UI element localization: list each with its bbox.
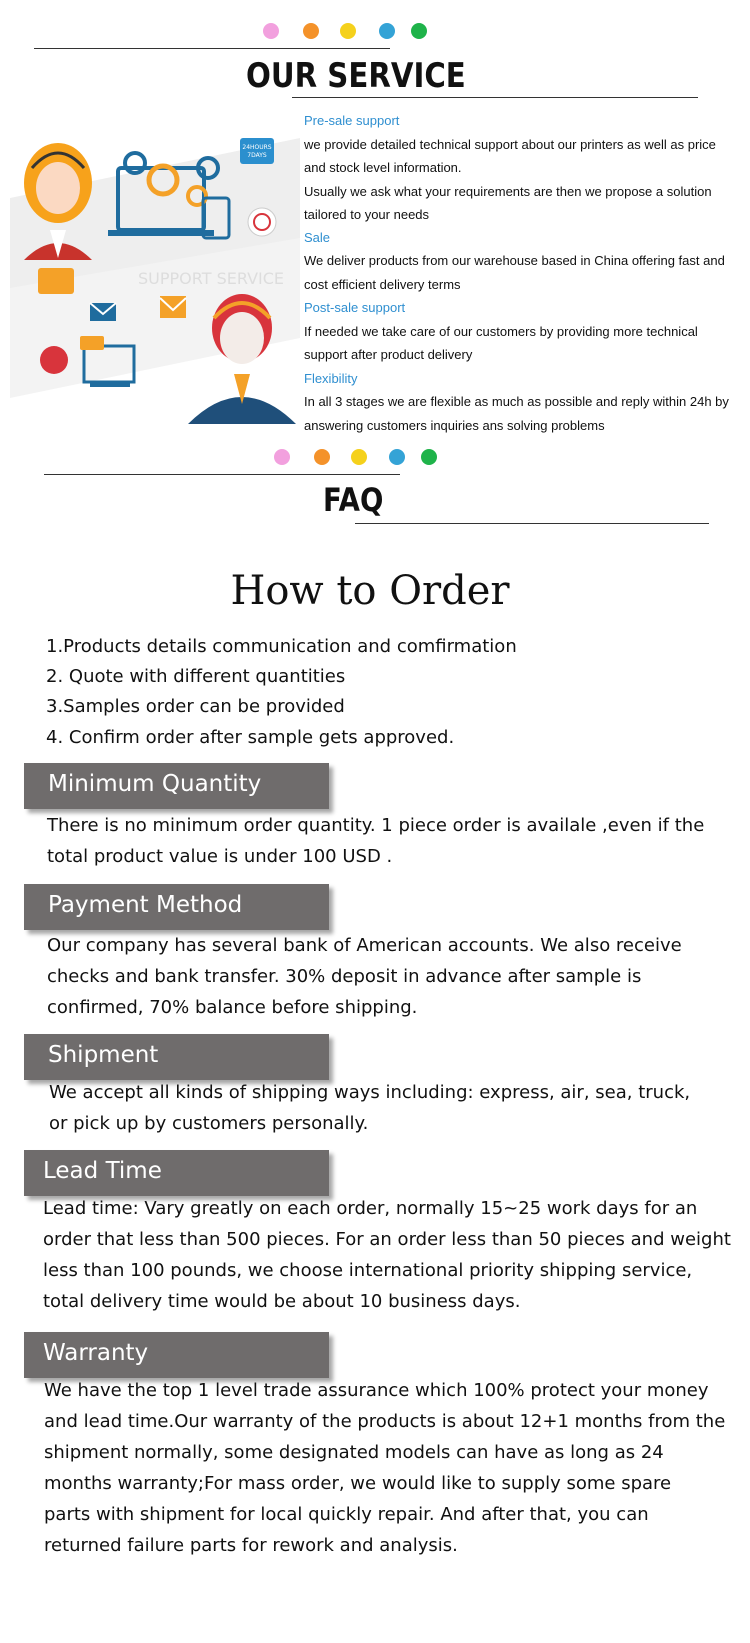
service-title-postsale: Post-sale support	[304, 300, 406, 315]
svg-text:SUPPORT SERVICE: SUPPORT SERVICE	[138, 269, 285, 288]
dot-pink	[263, 23, 279, 39]
how-to-order-title: How to Order	[230, 568, 510, 614]
text-line: order that less than 500 pieces. For an order less than 50 pieces and weight	[43, 1229, 731, 1250]
service-line: we provide detailed technical support about our printers as well as price	[304, 137, 716, 152]
service-line: Usually we ask what your requirements are then we propose a solution	[304, 184, 712, 199]
text-line: or pick up by customers personally.	[49, 1113, 369, 1134]
text-line: less than 100 pounds, we choose international priority shipping service,	[43, 1260, 693, 1281]
rule-top-right	[292, 97, 698, 98]
text-line: months warranty;For mass order, we would like to supply some spare	[44, 1473, 672, 1494]
block-heading: Warranty	[43, 1340, 149, 1366]
dot-orange	[303, 23, 319, 39]
service-title-presale: Pre-sale support	[304, 113, 400, 128]
service-line: cost efficient delivery terms	[304, 277, 461, 292]
block-heading: Lead Time	[43, 1158, 162, 1184]
text-line: We have the top 1 level trade assurance which 100% protect your money	[44, 1380, 709, 1401]
text-line: confirmed, 70% balance before shipping.	[47, 997, 418, 1018]
text-line: shipment normally, some designated models can have as long as 24	[44, 1442, 664, 1463]
block-heading: Payment Method	[48, 892, 243, 918]
text-line: and lead time.Our warranty of the products is about 12+1 months from the	[44, 1411, 726, 1432]
text-line: returned failure parts for rework and analysis.	[44, 1535, 458, 1556]
text-line: We accept all kinds of shipping ways including: express, air, sea, truck,	[49, 1082, 691, 1103]
rule-top-left	[34, 48, 390, 49]
service-title-flexibility: Flexibility	[304, 371, 358, 386]
dot-yellow	[351, 449, 367, 465]
text-line: Lead time: Vary greatly on each order, normally 15~25 work days for an	[43, 1198, 698, 1219]
service-line: In all 3 stages we are flexible as much as possible and reply within 24h by	[304, 394, 729, 409]
text-line: Our company has several bank of American accounts. We also receive	[47, 935, 682, 956]
text-line: checks and bank transfer. 30% deposit in advance after sample is	[47, 966, 642, 987]
dot-pink	[274, 449, 290, 465]
service-line: and stock level information.	[304, 160, 462, 175]
service-line: tailored to your needs	[304, 207, 430, 222]
svg-text:7DAYS: 7DAYS	[247, 152, 267, 159]
order-step: 1.Products details communication and comfirmation	[46, 636, 517, 657]
text-line: There is no minimum order quantity. 1 piece order is availale ,even if the	[47, 815, 705, 836]
order-step: 3.Samples order can be provided	[46, 696, 345, 717]
dot-green	[421, 449, 437, 465]
dot-blue	[379, 23, 395, 39]
lead-time-header	[24, 1150, 329, 1196]
shipment-text	[49, 1077, 690, 1139]
block-heading: Minimum Quantity	[48, 771, 262, 797]
block-heading: Shipment	[48, 1042, 159, 1068]
minimum-quantity-header	[24, 763, 329, 809]
minimum-quantity-text	[47, 810, 704, 872]
faq-heading: FAQ	[323, 481, 384, 519]
dot-green	[411, 23, 427, 39]
dot-yellow	[340, 23, 356, 39]
shipment-header	[24, 1034, 329, 1080]
order-step: 4. Confirm order after sample gets approved.	[46, 727, 455, 748]
service-line: If needed we take care of our customers by providing more technical	[304, 324, 698, 339]
service-line: answering customers inquiries ans solving problems	[304, 418, 605, 433]
payment-method-header	[24, 884, 329, 930]
service-title-sale: Sale	[304, 230, 331, 245]
text-line: total product value is under 100 USD .	[47, 846, 393, 867]
warranty-header	[24, 1332, 329, 1378]
rule-faq-right	[355, 523, 709, 524]
support-illustration	[10, 138, 300, 424]
lead-time-text	[43, 1193, 731, 1317]
dot-blue	[389, 449, 405, 465]
warranty-text	[44, 1375, 725, 1561]
svg-text:24HOURS: 24HOURS	[242, 144, 272, 151]
text-line: total delivery time would be about 10 business days.	[43, 1291, 521, 1312]
our-service-heading: OUR SERVICE	[246, 56, 466, 96]
order-step: 2. Quote with different quantities	[46, 666, 346, 687]
service-line: We deliver products from our warehouse based in China offering fast and	[304, 253, 725, 268]
payment-method-text	[47, 930, 682, 1023]
text-line: parts with shipment for local quickly repair. And after that, you can	[44, 1504, 649, 1525]
service-line: support after product delivery	[304, 347, 473, 362]
dot-orange	[314, 449, 330, 465]
rule-faq-left	[44, 474, 400, 475]
